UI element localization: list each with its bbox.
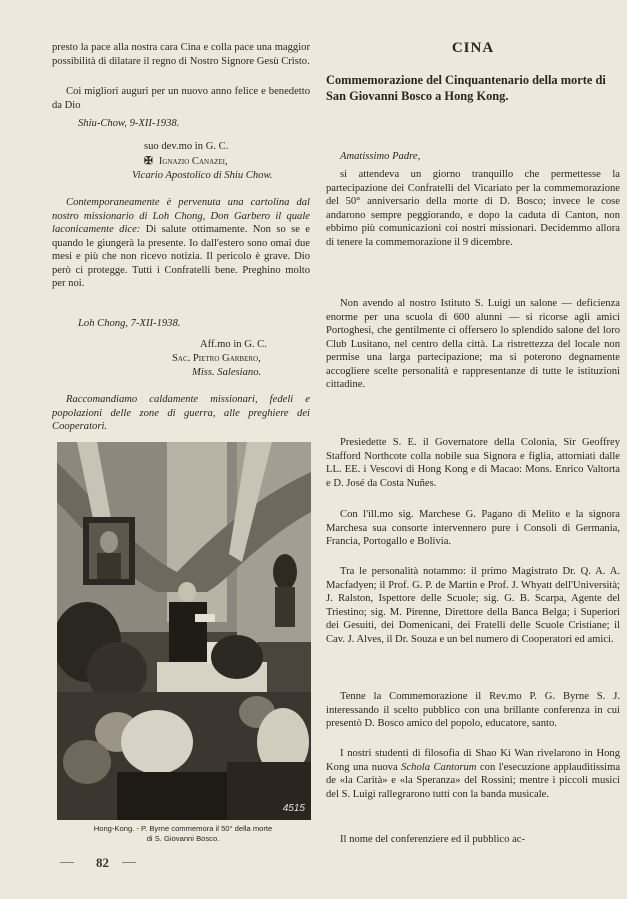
cross-icon: ✠ bbox=[144, 156, 153, 167]
photo-caption: Hong-Kong. - P. Byrne commemora il 50° della morte di S. Giovanni Bosco. bbox=[93, 824, 273, 843]
letter-date: Shiu-Chow, 9-XII-1938. bbox=[78, 118, 180, 129]
letter-date: Loh Chong, 7-XII-1938. bbox=[78, 318, 181, 329]
paragraph: Coi migliori auguri per un nuovo anno felice e benedetto da Dio bbox=[52, 86, 310, 111]
article-title: Commemorazione del Cinquantenario della morte di San Giovanni Bosco a Hong Kong. bbox=[326, 73, 606, 103]
signature-name: Sac. Pietro Garbero, bbox=[172, 353, 261, 364]
paragraph: Presiedette S. E. il Governatore della Colonia, Sir Geoffrey Stafford Northcote colla nobile sua Signora e figlia, attorniati dalle LL. EE. i Vescovi di Hong Kong e di Macao: Mons. Enrico Valtorta e D. José da Costa Nuñes. bbox=[326, 437, 620, 489]
paragraph: Contemporaneamente è pervenuta una cartolina dal nostro missionario di Loh Chong, Don Garbero il quale laconicamente dice: Di salute ottimamente. Non so se e quando le giungerà la presente. Io dall'estero sono omai due mesi e più che non ricevo notizia. Il pericolo è grave. Dio però ci protegge. Tutti i Confratelli bene. Preghino molto per noi. bbox=[52, 197, 311, 289]
paragraph: presto la pace alla nostra cara Cina e colla pace una maggior possibilità di dilatare il regno di Nostro Signore Gesù Cristo. bbox=[52, 42, 310, 67]
salutation: Amatissimo Padre, bbox=[340, 151, 421, 162]
photo-illustration bbox=[57, 442, 311, 820]
paragraph: Tenne la Commemorazione il Rev.mo P. G. Byrne S. J. interessando il scelto pubblico con una brillante conferenza in cui presentò D. Bosco amico del popolo, educatore, santo. bbox=[326, 691, 620, 729]
photo-number: 4515 bbox=[282, 803, 305, 814]
paragraph: Raccomandiamo caldamente missionari, fedeli e popolazioni delle zone di guerra, alle preghiere dei Cooperatori. bbox=[52, 394, 310, 432]
divider bbox=[122, 862, 136, 863]
paragraph: Tra le personalità notammo: il primo Magistrato Dr. Q. A. A. Macfadyen; il Prof. G. P. de Martin e Prof. J. Whyatt dell'Università; J. Ralston, Ispettore delle Scuole; sig. G. B. Scarpa, Agente del Triestino; sig. M. Pirenne, Direttore della Banca Belga; i Superiori dei Gesuiti, dei Domenicani, dei Fratelli delle Scuole Cristiane; il Cav. J. Alves, il Dr. Souza e un bel numero di Cooperatori ed amici. bbox=[326, 566, 620, 645]
signature-closing: suo dev.mo in G. C. bbox=[144, 141, 229, 152]
paragraph: Con l'ill.mo sig. Marchese G. Pagano di Melito e la signora Marchesa sua consorte intervennero pure i Consoli di Germania, Francia, Portogallo e Bolivia. bbox=[326, 509, 620, 547]
signature-title: Vicario Apostolico di Shiu Chow. bbox=[132, 170, 273, 181]
signature-closing: Aff.mo in G. C. bbox=[200, 339, 267, 350]
page-number: 82 bbox=[96, 855, 109, 870]
divider bbox=[60, 862, 74, 863]
section-heading: CINA bbox=[451, 40, 495, 56]
paragraph: I nostri studenti di filosofia di Shao Ki Wan rivelarono in Hong Kong una nuova Schola Cantorum con l'esecuzione applauditissima de «la Carità» e «la Speranza» del Rossini; mentre i piccoli musici del S. Luigi rallegrarono tutti con la banda musicale. bbox=[326, 748, 621, 800]
signature-name: ✠ Ignazio Canazei, bbox=[144, 156, 228, 167]
paragraph: Il nome del conferenziere ed il pubblico ac- bbox=[340, 834, 526, 845]
signature-title: Miss. Salesiano. bbox=[192, 367, 262, 378]
paragraph: Non avendo al nostro Istituto S. Luigi un salone — deficienza enorme per una scuola di 600 alunni — si ricorse agli amici Portoghesi, che gentilmente ci offersero lo splendido salone del loro Club Lusitano, nel centro della città. La ristrettezza del locale non permise una larga partecipazione; ma si poterono degnamente accogliere scelte personalità e rappresentanze di tutte le istituzioni cittadine. bbox=[326, 298, 620, 390]
photo-commemoration bbox=[57, 442, 311, 820]
paragraph: si attendeva un giorno tranquillo che permettesse la partecipazione dei Confratelli del Vicariato per la commemorazione del 50° anniversario della morte di D. Bosco; invece le cose andarono sempre peggiorando, e dopo la caduta di Canton, non ebbimo più comunicazioni coi nostri missionari. Decidemmo allora di tenere la commemorazione il 9 dicembre. bbox=[326, 169, 620, 248]
